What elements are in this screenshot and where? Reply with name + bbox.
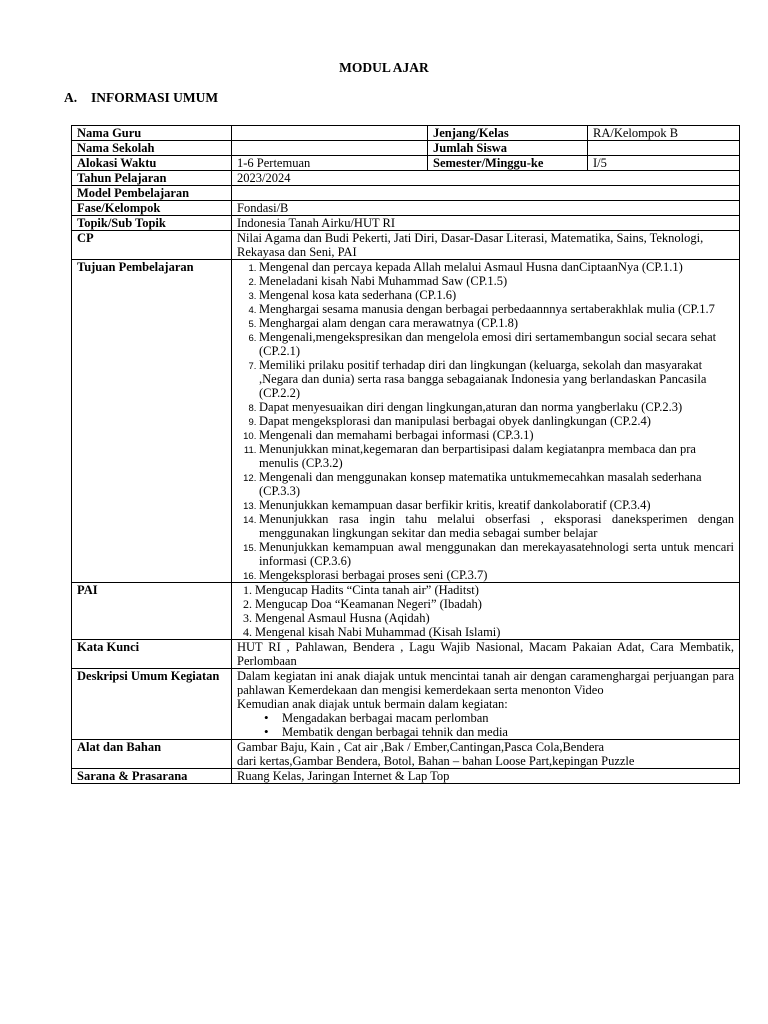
list-item: 1. Mengucap Hadits “Cinta tanah air” (Haditst) xyxy=(255,583,734,597)
kegiatan-list xyxy=(237,711,734,739)
list-item: 4. Mengenal kisah Nabi Muhammad (Kisah Islami) xyxy=(255,625,734,639)
deskripsi-cell xyxy=(232,669,740,740)
jumlah-siswa-value xyxy=(588,141,740,156)
list-item: 4. Menghargai sesama manusia dengan berbagai perbedaannnya sertaberakhlak mulia (CP.1.7 xyxy=(259,302,734,316)
tahun-pelajaran-value: 2023/2024 xyxy=(232,171,740,186)
topik-label: Topik/Sub Topik xyxy=(72,216,232,231)
semester-value: I/5 xyxy=(588,156,740,171)
list-item: • Membatik dengan berbagai tehnik dan media xyxy=(282,725,734,739)
table-row xyxy=(72,769,740,784)
deskripsi-label: Deskripsi Umum Kegiatan xyxy=(72,669,232,740)
table-row xyxy=(72,583,740,640)
semester-label: Semester/Minggu-ke xyxy=(428,156,588,171)
table-row xyxy=(72,260,740,583)
pai-label: PAI xyxy=(72,583,232,640)
tujuan-pembelajaran-cell xyxy=(232,260,740,583)
deskripsi-lead: Kemudian anak diajak untuk bermain dalam kegiatan: xyxy=(237,697,508,711)
list-item: 1. Mengenal dan percaya kepada Allah melalui Asmaul Husna danCiptaanNya (CP.1.1) xyxy=(259,260,734,274)
list-item: 15. Menunjukkan kemampuan awal menggunakan dan merekayasatehnologi serta untuk mencari informasi (CP.3.6) xyxy=(259,540,734,568)
list-item: 11. Menunjukkan minat,kegemaran dan berpartisipasi dalam kegiatanpra membaca dan pra menulis (CP.3.2) xyxy=(259,442,734,470)
table-row xyxy=(72,216,740,231)
table-row xyxy=(72,201,740,216)
cp-value: Nilai Agama dan Budi Pekerti, Jati Diri, Dasar-Dasar Literasi, Matematika, Sains, Teknologi, Rekayasa dan Seni, PAI xyxy=(232,231,740,260)
topik-value: Indonesia Tanah Airku/HUT RI xyxy=(232,216,740,231)
table-row xyxy=(72,156,740,171)
deskripsi-intro: Dalam kegiatan ini anak diajak untuk mencintai tanah air dengan caramenghargai perjuangan para pahlawan Kemerdekaan dan mengisi kemerdekaan serta menonton Video xyxy=(237,669,734,697)
sarana-value: Ruang Kelas, Jaringan Internet & Lap Top xyxy=(232,769,740,784)
tujuan-pembelajaran-label: Tujuan Pembelajaran xyxy=(72,260,232,583)
alokasi-waktu-label: Alokasi Waktu xyxy=(72,156,232,171)
fase-kelompok-value: Fondasi/B xyxy=(232,201,740,216)
sarana-label: Sarana & Prasarana xyxy=(72,769,232,784)
list-item: 13. Menunjukkan kemampuan dasar berfikir kritis, kreatif dankolaboratif (CP.3.4) xyxy=(259,498,734,512)
list-item: 8. Dapat menyesuaikan diri dengan lingkungan,aturan dan norma yangberlaku (CP.2.3) xyxy=(259,400,734,414)
alokasi-waktu-value: 1-6 Pertemuan xyxy=(232,156,428,171)
kata-kunci-label: Kata Kunci xyxy=(72,640,232,669)
list-item: 2. Meneladani kisah Nabi Muhammad Saw (CP.1.5) xyxy=(259,274,734,288)
table-row xyxy=(72,231,740,260)
alat-bahan-cell xyxy=(232,740,740,769)
table-row xyxy=(72,186,740,201)
cp-label: CP xyxy=(72,231,232,260)
table-row xyxy=(72,171,740,186)
pai-cell xyxy=(232,583,740,640)
model-pembelajaran-value xyxy=(232,186,740,201)
list-item: 12. Mengenali dan menggunakan konsep matematika untukmemecahkan masalah sederhana (CP.3.3) xyxy=(259,470,734,498)
alat-bahan-line: Gambar Baju, Kain , Cat air ,Bak / Ember,Cantingan,Pasca Cola,Bendera xyxy=(237,740,605,754)
list-item: 16. Mengeksplorasi berbagai proses seni (CP.3.7) xyxy=(259,568,734,582)
alat-bahan-label: Alat dan Bahan xyxy=(72,740,232,769)
document-title: MODUL AJAR xyxy=(339,60,429,75)
nama-sekolah-value xyxy=(232,141,428,156)
jenjang-kelas-value: RA/Kelompok B xyxy=(588,126,740,141)
list-item: 3. Mengenal Asmaul Husna (Aqidah) xyxy=(255,611,734,625)
list-item: 10. Mengenali dan memahami berbagai informasi (CP.3.1) xyxy=(259,428,734,442)
section-title: INFORMASI UMUM xyxy=(91,90,219,105)
kata-kunci-value: HUT RI , Pahlawan, Bendera , Lagu Wajib Nasional, Macam Pakaian Adat, Cara Membatik, Perlombaan xyxy=(232,640,740,669)
section-number: A. xyxy=(64,90,78,105)
section-heading xyxy=(64,90,218,106)
model-pembelajaran-label: Model Pembelajaran xyxy=(72,186,232,201)
nama-guru-label: Nama Guru xyxy=(72,126,232,141)
list-item: 5. Menghargai alam dengan cara merawatnya (CP.1.8) xyxy=(259,316,734,330)
fase-kelompok-label: Fase/Kelompok xyxy=(72,201,232,216)
tujuan-list xyxy=(237,260,734,582)
list-item: • Mengadakan berbagai macam perlomban xyxy=(282,711,734,725)
jenjang-kelas-label: Jenjang/Kelas xyxy=(428,126,588,141)
list-item: 7. Memiliki prilaku positif terhadap diri dan lingkungan (keluarga, sekolah dan masyarakat ,Negara dan dunia) serta rasa bangga sebagaianak Indonesia yang berlandaskan Pancasila (CP.2.2) xyxy=(259,358,734,400)
table-row xyxy=(72,740,740,769)
nama-sekolah-label: Nama Sekolah xyxy=(72,141,232,156)
alat-bahan-line: dari kertas,Gambar Bendera, Botol, Bahan – bahan Loose Part,kepingan Puzzle xyxy=(237,754,635,768)
jumlah-siswa-label: Jumlah Siswa xyxy=(428,141,588,156)
list-item: 14. Menunjukkan rasa ingin tahu melalui obserfasi , eksporasi daneksperimen dengan menggunakan lingkungan sekitar dan media sebagai sumber belajar xyxy=(259,512,734,540)
list-item: 2. Mengucap Doa “Keamanan Negeri” (Ibadah) xyxy=(255,597,734,611)
list-item: 9. Dapat mengeksplorasi dan manipulasi berbagai obyek danlingkungan (CP.2.4) xyxy=(259,414,734,428)
list-item: 6. Mengenali,mengekspresikan dan mengelola emosi diri sertamembangun social secara sehat (CP.2.1) xyxy=(259,330,734,358)
tahun-pelajaran-label: Tahun Pelajaran xyxy=(72,171,232,186)
info-table xyxy=(71,125,740,784)
list-item: 3. Mengenal kosa kata sederhana (CP.1.6) xyxy=(259,288,734,302)
table-row xyxy=(72,669,740,740)
table-row xyxy=(72,640,740,669)
pai-list xyxy=(237,583,734,639)
table-row xyxy=(72,126,740,141)
nama-guru-value xyxy=(232,126,428,141)
table-row xyxy=(72,141,740,156)
